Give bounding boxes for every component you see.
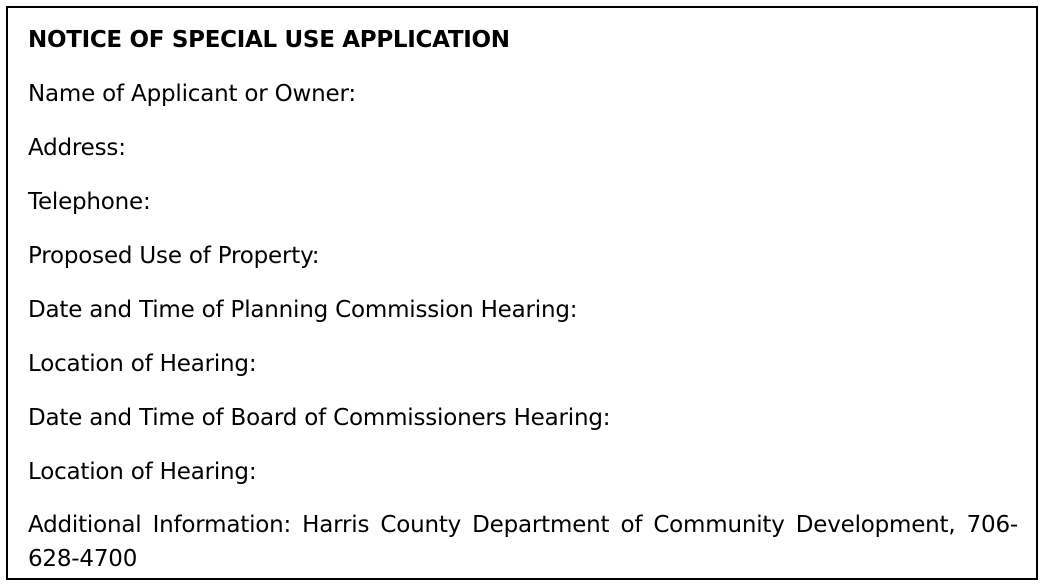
field-address: Address: (28, 135, 126, 161)
field-planning-hearing-location: Location of Hearing: (28, 351, 257, 377)
additional-information: Additional Information: Harris County Department of Community Development, 706-628-4700 (28, 512, 1018, 572)
field-board-hearing-datetime: Date and Time of Board of Commissioners Hearing: (28, 405, 611, 431)
field-planning-hearing-datetime: Date and Time of Planning Commission Hearing: (28, 297, 578, 323)
field-applicant-name: Name of Applicant or Owner: (28, 81, 356, 107)
field-telephone: Telephone: (28, 189, 151, 215)
notice-box (6, 6, 1038, 580)
field-proposed-use: Proposed Use of Property: (28, 243, 320, 269)
notice-title: NOTICE OF SPECIAL USE APPLICATION (28, 27, 510, 53)
field-board-hearing-location: Location of Hearing: (28, 459, 257, 485)
